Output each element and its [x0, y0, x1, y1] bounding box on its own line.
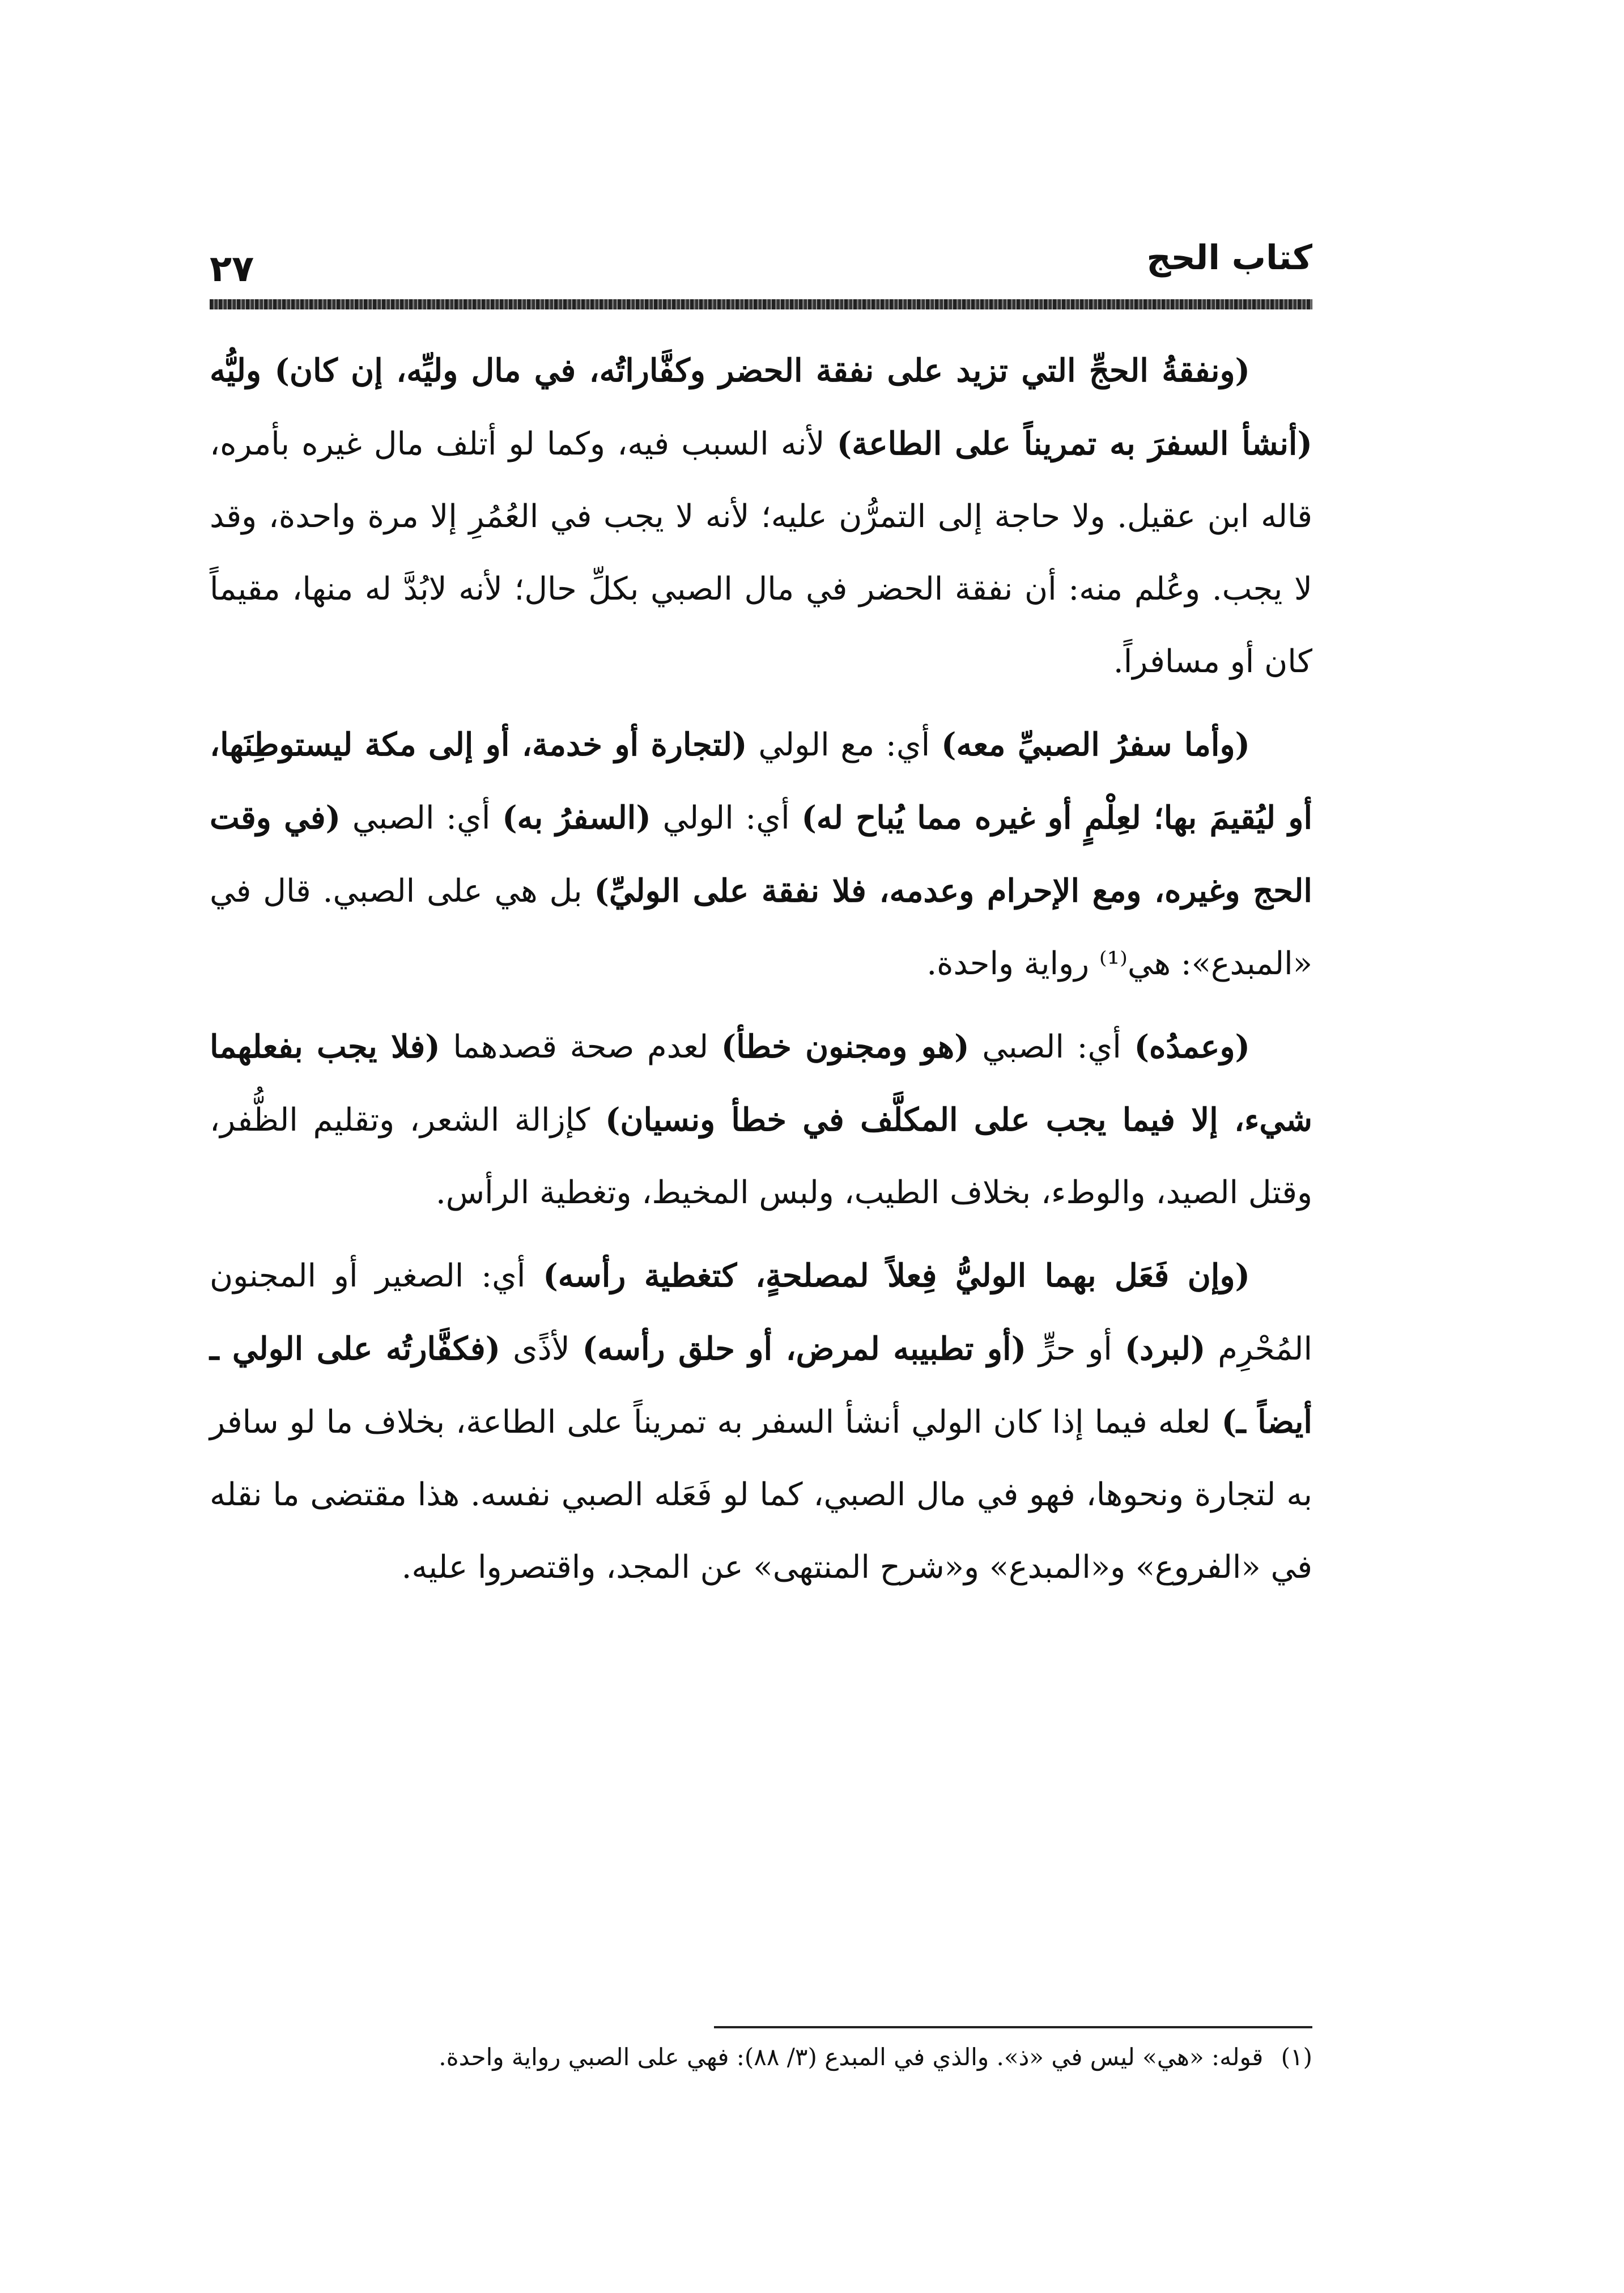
running-header: [210, 238, 1312, 300]
paragraph: [210, 708, 1312, 1000]
footnote: [210, 2037, 1312, 2077]
matn-text: (في وقت الحج وغيره، ومع الإحرام وعدمه، فلا نفقة على الوليِّ): [210, 799, 1312, 910]
main-text: [210, 334, 1312, 1614]
commentary-text: أي: الصبي: [341, 800, 503, 836]
matn-text: (هو ومجنون خطأ): [721, 1028, 970, 1065]
matn-text: (أو تطبيبه لمرض، أو حلق رأسه): [582, 1330, 1027, 1368]
page-number: ٢٧: [210, 248, 254, 290]
matn-text: (ونفقةُ الحجِّ التي تزيد على نفقة الحضر وكفَّاراتُه، في مال وليِّه، إن كان) وليُّه (أنشأ السفرَ به تمريناً على الطاعة): [210, 352, 1312, 462]
matn-text: (وأما سفرُ الصبيِّ معه): [941, 726, 1250, 763]
matn-text: (فلا يجب بفعلهما شيء، إلا فيما يجب على المكلَّف في خطأ ونسيان): [210, 1028, 1312, 1139]
matn-text: (وإن فَعَل بهما الوليُّ فِعلاً لمصلحةٍ، كتغطية رأسه): [543, 1257, 1251, 1294]
commentary-text: لعله فيما إذا كان الولي أنشأ السفر به تمريناً على الطاعة، بخلاف ما لو سافر به لتجارة ونحوها، فهو في مال الصبي، كما لو فَعَله الصبي نفسه. هذا مقتضى ما نقله في «الفروع» و«المبدع» و«شرح المنتهى» عن المجد، واقتصروا عليه.: [210, 1404, 1312, 1586]
commentary-text: أي: الولي: [651, 800, 802, 836]
footnote-text: قوله: «هي» ليس في «ذ». والذي في المبدع (٣/ ٨٨): فهي على الصبي رواية واحدة.: [439, 2043, 1264, 2071]
matn-text: (وعمدُه): [1134, 1028, 1251, 1065]
commentary-text: بل هي على الصبي. قال في «المبدع»: هي⁽¹⁾ رواية واحدة.: [210, 873, 1312, 982]
paragraph: [210, 334, 1312, 698]
commentary-text: أي: الصغير أو المجنون المُحْرِم: [210, 1258, 1313, 1368]
matn-text: (فكفَّارتُه على الولي ـ أيضاً ـ): [210, 1330, 1312, 1441]
commentary-text: أو حرٍّ: [1026, 1331, 1125, 1368]
commentary-text: كإزالة الشعر، وتقليم الظُّفر، وقتل الصيد، والوطء، بخلاف الطيب، ولبس المخيط، وتغطية الرأس.: [210, 1102, 1312, 1211]
paragraph: [210, 1010, 1312, 1229]
paragraph: [210, 1239, 1312, 1604]
commentary-text: لأذًى: [500, 1331, 583, 1368]
header-rule: [210, 299, 1312, 309]
footnote-rule: [714, 2026, 1312, 2028]
commentary-text: لأنه السبب فيه، وكما لو أتلف مال غيره بأمره، قاله ابن عقيل. ولا حاجة إلى التمرُّن عليه؛ لأنه لا يجب في العُمُرِ إلا مرة واحدة، وقد لا يجب. وعُلم منه: أن نفقة الحضر في مال الصبي بكلِّ حال؛ لأنه لابُدَّ له منها، مقيماً كان أو مسافراً.: [210, 426, 1312, 680]
commentary-text: أي: الصبي: [969, 1029, 1134, 1065]
commentary-text: أي: مع الولي: [747, 727, 941, 763]
matn-text: (السفرُ به): [502, 799, 651, 836]
matn-text: (لبرد): [1124, 1330, 1206, 1368]
commentary-text: لعدم صحة قصدهما: [440, 1029, 721, 1065]
matn-text: (لتجارة أو خدمة، أو إلى مكة ليستوطِنَها، أو ليُقيمَ بها؛ لعِلْمٍ أو غيره مما يُباح له): [210, 726, 1312, 836]
chapter-title: كتاب الحج: [1146, 238, 1312, 278]
footnote-number: (١): [1281, 2043, 1312, 2071]
